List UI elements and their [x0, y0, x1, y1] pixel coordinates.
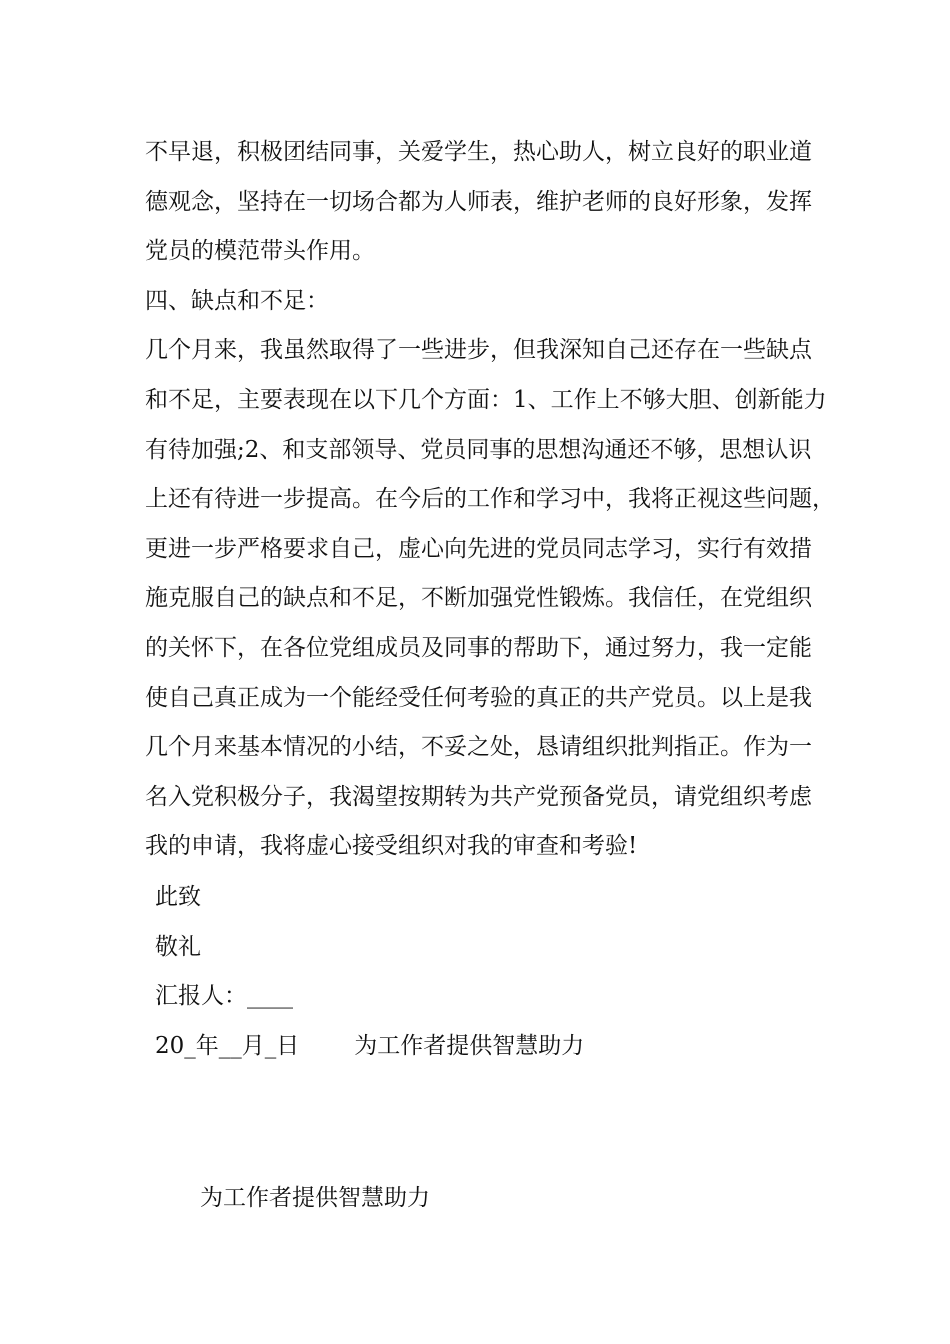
- body-line: 更进一步严格要求自己，虚心向先进的党员同志学习，实行有效措: [145, 535, 812, 562]
- reporter-signature: 汇报人：____: [155, 983, 293, 1010]
- salutation: 此致: [155, 884, 201, 910]
- section-heading: 四、缺点和不足：: [145, 287, 329, 314]
- body-line: 和不足，主要表现在以下几个方面：1、工作上不够大胆、创新能力: [145, 386, 827, 413]
- page-footer-slogan: 为工作者提供智慧助力: [200, 1185, 430, 1211]
- body-line: 党员的模范带头作用。: [145, 238, 375, 265]
- body-line: 几个月来，我虽然取得了一些进步，但我深知自己还存在一些缺点: [145, 337, 812, 364]
- body-line: 我的申请，我将虚心接受组织对我的审查和考验!: [145, 833, 638, 860]
- report-date: 20_年__月_日: [155, 1032, 300, 1059]
- regards: 敬礼: [155, 933, 201, 960]
- body-line: 德观念，坚持在一切场合都为人师表，维护老师的良好形象，发挥: [145, 188, 812, 215]
- body-line: 施克服自己的缺点和不足，不断加强党性锻炼。我信任，在党组织: [145, 585, 812, 612]
- letter-closing: [155, 873, 584, 1071]
- inline-footer-slogan: 为工作者提供智慧助力: [354, 1032, 585, 1059]
- body-line: 有待加强;2、和支部领导、党员同事的思想沟通还不够，思想认识: [145, 436, 812, 463]
- body-line: 的关怀下，在各位党组成员及同事的帮助下，通过努力，我一定能: [145, 634, 812, 661]
- body-line: 使自己真正成为一个能经受任何考验的真正的共产党员。以上是我: [145, 684, 812, 711]
- body-line: 上还有待进一步提高。在今后的工作和学习中，我将正视这些问题，: [145, 486, 835, 513]
- date-row: [155, 1022, 584, 1072]
- body-line: 几个月来基本情况的小结，不妥之处，恳请组织批判指正。作为一: [145, 734, 812, 761]
- body-line: 名入党积极分子，我渴望按期转为共产党预备党员，请党组织考虑: [145, 783, 812, 810]
- body-line: 不早退，积极团结同事，关爱学生，热心助人，树立良好的职业道: [145, 139, 812, 165]
- document-body: [145, 128, 845, 872]
